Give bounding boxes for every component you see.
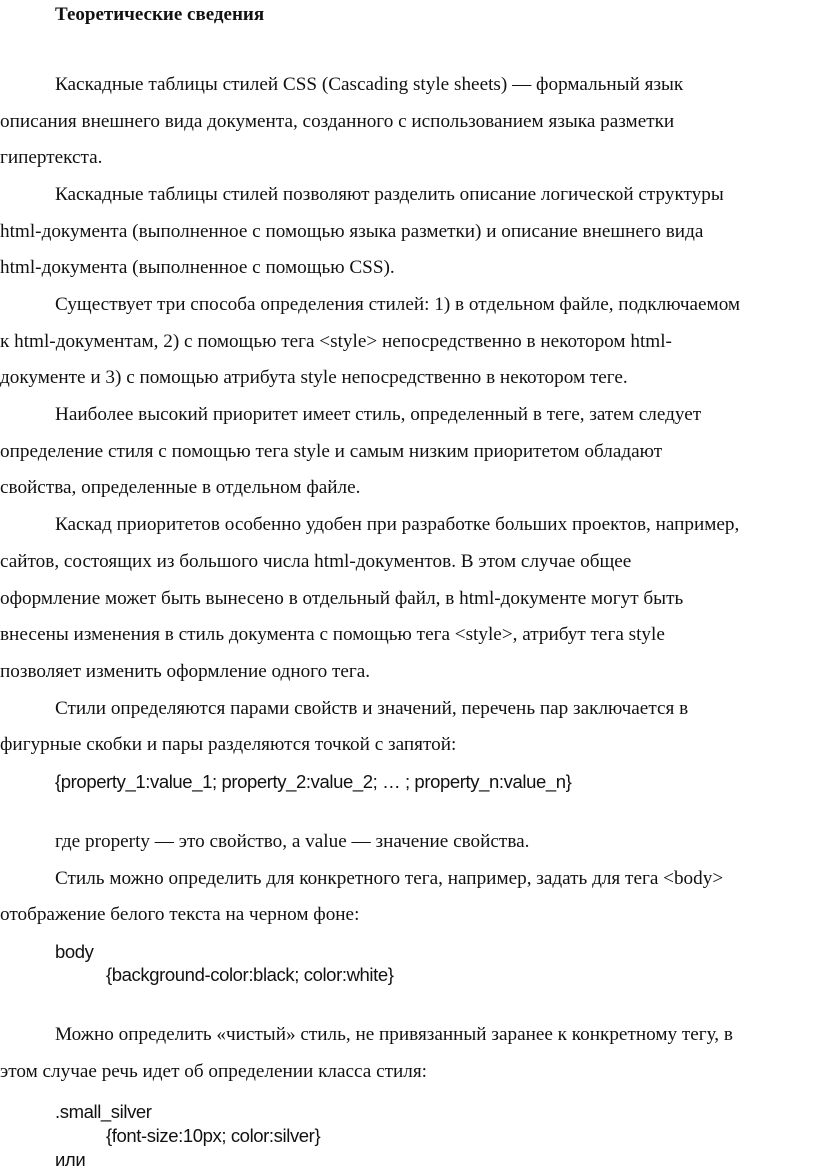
code-line: body	[55, 941, 94, 962]
paragraph-line: Каскад приоритетов особенно удобен при разработке больших проектов, например,	[55, 514, 740, 535]
paragraph-line: к html-документам, 2) с помощью тега <style> непосредственно в некотором html-	[0, 331, 672, 352]
paragraph-line: документе и 3) с помощью атрибута style непосредственно в некотором теге.	[0, 367, 628, 388]
paragraph-line: внесены изменения в стиль документа с помощью тега <style>, атрибут тега style	[0, 624, 665, 645]
paragraph-line: Каскадные таблицы стилей CSS (Cascading style sheets) — формальный язык	[55, 74, 684, 95]
paragraph-line: Стили определяются парами свойств и значений, перечень пар заключается в	[55, 698, 689, 719]
code-line: {property_1:value_1; property_2:value_2; … ; property_n:value_n}	[55, 771, 572, 792]
paragraph-line: фигурные скобки и пары разделяются точкой с запятой:	[0, 734, 457, 755]
paragraph-line: сайтов, состоящих из большого числа html-документов. В этом случае общее	[0, 551, 632, 572]
paragraph-line: определение стиля с помощью тега style и самым низким приоритетом обладают	[0, 441, 663, 462]
paragraph-line: описания внешнего вида документа, созданного с использованием языка разметки	[0, 111, 675, 132]
paragraph-line: Существует три способа определения стилей: 1) в отдельном файле, подключаемом	[55, 294, 741, 315]
paragraph-line: Стиль можно определить для конкретного тега, например, задать для тега <body>	[55, 868, 724, 889]
paragraph-line: свойства, определенные в отдельном файле.	[0, 477, 361, 498]
code-line: {background-color:black; color:white}	[106, 964, 394, 985]
paragraph-line: html-документа (выполненное с помощью языка разметки) и описание внешнего вида	[0, 221, 704, 242]
document-title: Теоретические сведения	[55, 4, 265, 25]
paragraph-line: где property — это свойство, а value — значение свойства.	[55, 831, 530, 852]
code-line: .small_silver	[55, 1101, 152, 1122]
paragraph-line: Каскадные таблицы стилей позволяют разделить описание логической структуры	[55, 184, 724, 205]
paragraph-line: оформление может быть вынесено в отдельный файл, в html-документе могут быть	[0, 588, 684, 609]
paragraph-line: этом случае речь идет об определении класса стиля:	[0, 1061, 427, 1082]
paragraph-line: html-документа (выполненное с помощью CSS).	[0, 257, 395, 278]
paragraph-line: Можно определить «чистый» стиль, не привязанный заранее к конкретному тегу, в	[55, 1024, 733, 1045]
paragraph-line: отображение белого текста на черном фоне:	[0, 904, 360, 925]
code-line: {font-size:10px; color:silver}	[106, 1125, 321, 1146]
paragraph-line: Наиболее высокий приоритет имеет стиль, определенный в теге, затем следует	[55, 404, 702, 425]
paragraph-line: гипертекста.	[0, 147, 103, 168]
paragraph-line: позволяет изменить оформление одного тега.	[0, 661, 371, 682]
code-line: или	[55, 1149, 86, 1170]
